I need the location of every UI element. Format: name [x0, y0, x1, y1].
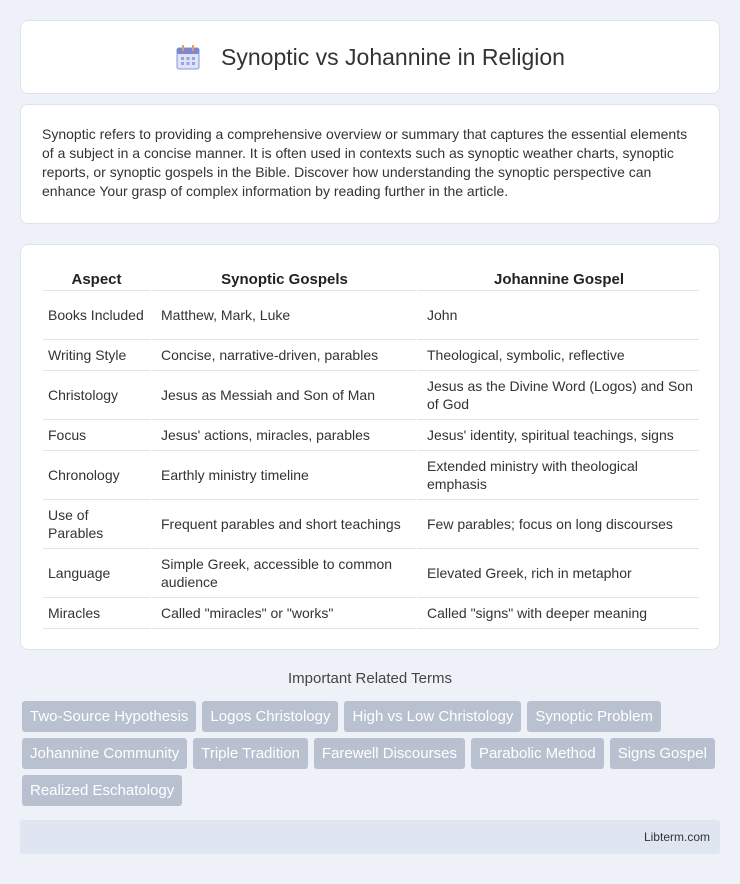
table-cell: Called "miracles" or "works" [150, 598, 416, 629]
table-cell: Extended ministry with theological emphasis [416, 451, 699, 500]
tag-two-source-hypothesis[interactable]: Two-Source Hypothesis [22, 701, 196, 732]
intro-card [20, 104, 720, 224]
tag-parabolic-method[interactable]: Parabolic Method [471, 738, 604, 769]
tag-triple-tradition[interactable]: Triple Tradition [193, 738, 308, 769]
table-cell: Focus [43, 420, 150, 451]
footer-link[interactable]: Libterm.com [643, 830, 710, 844]
tag-high-vs-low-christology[interactable]: High vs Low Christology [344, 701, 521, 732]
tag-johannine-community[interactable]: Johannine Community [22, 738, 187, 769]
table-row [43, 371, 699, 420]
table-cell: Called "signs" with deeper meaning [416, 598, 699, 629]
table-row [43, 291, 699, 340]
table-cell: John [416, 291, 699, 340]
table-header-row [43, 265, 699, 291]
tag-realized-eschatology[interactable]: Realized Eschatology [22, 775, 182, 806]
related-tags [22, 701, 722, 812]
table-cell: Few parables; focus on long discourses [416, 500, 699, 549]
column-header-synoptic: Synoptic Gospels [150, 265, 416, 291]
table-cell: Chronology [43, 451, 150, 500]
table-row [43, 549, 699, 598]
table-row [43, 598, 699, 629]
calendar-icon [175, 43, 201, 71]
table-cell: Jesus' identity, spiritual teachings, signs [416, 420, 699, 451]
tag-synoptic-problem[interactable]: Synoptic Problem [527, 701, 661, 732]
header-card [20, 20, 720, 94]
tag-signs-gospel[interactable]: Signs Gospel [610, 738, 715, 769]
page-title: Synoptic vs Johannine in Religion [221, 43, 565, 70]
table-row [43, 340, 699, 371]
table-cell: Theological, symbolic, reflective [416, 340, 699, 371]
table-cell: Concise, narrative-driven, parables [150, 340, 416, 371]
column-header-aspect: Aspect [43, 265, 150, 291]
title-wrap [175, 43, 565, 71]
table-cell: Frequent parables and short teachings [150, 500, 416, 549]
table-cell: Language [43, 549, 150, 598]
column-header-johannine: Johannine Gospel [416, 265, 699, 291]
related-terms-title: Important Related Terms [288, 670, 452, 687]
table-cell: Books Included [43, 291, 150, 340]
table-cell: Matthew, Mark, Luke [150, 291, 416, 340]
intro-text: Synoptic refers to providing a comprehensive overview or summary that captures the essential elements of a subject in a concise manner. It is often used in contexts such as synoptic weather charts, synoptic reports, or synoptic gospels in the Bible. Discover how understanding the synoptic perspective can enhance Your grasp of complex information by reading further in the article. [42, 126, 688, 199]
comparison-card [20, 244, 720, 650]
table-cell: Christology [43, 371, 150, 420]
table-cell: Elevated Greek, rich in metaphor [416, 549, 699, 598]
table-cell: Earthly ministry timeline [150, 451, 416, 500]
tag-logos-christology[interactable]: Logos Christology [202, 701, 338, 732]
table-row [43, 500, 699, 549]
table-row [43, 451, 699, 500]
comparison-table [43, 265, 699, 629]
table-cell: Jesus as the Divine Word (Logos) and Son of God [416, 371, 699, 420]
table-cell: Simple Greek, accessible to common audience [150, 549, 416, 598]
table-cell: Use of Parables [43, 500, 150, 549]
table-cell: Writing Style [43, 340, 150, 371]
table-cell: Jesus' actions, miracles, parables [150, 420, 416, 451]
table-cell: Jesus as Messiah and Son of Man [150, 371, 416, 420]
table-row [43, 420, 699, 451]
table-cell: Miracles [43, 598, 150, 629]
footer [20, 820, 720, 854]
tag-farewell-discourses[interactable]: Farewell Discourses [314, 738, 465, 769]
